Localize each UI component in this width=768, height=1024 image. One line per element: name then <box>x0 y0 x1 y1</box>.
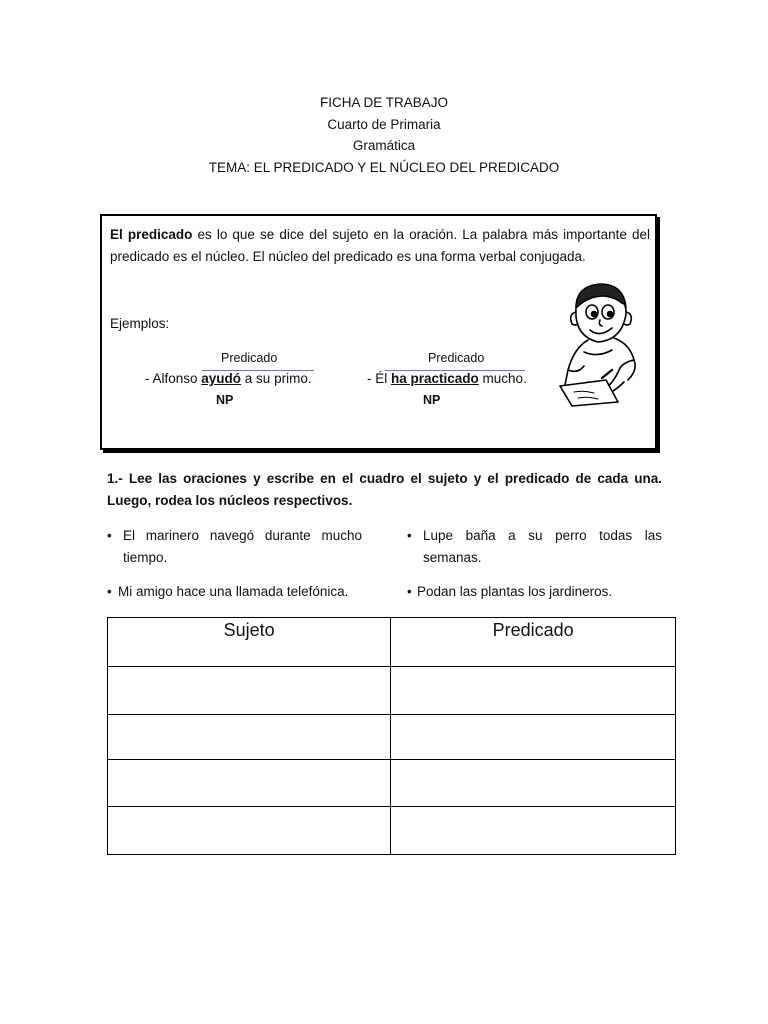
exercise-instruction: 1.- Lee las oraciones y escribe en el cuadro el sujeto y el predicado de cada una. Luego, rodea los núcleos respectivos. <box>107 471 662 508</box>
example-1-suffix: a su primo. <box>241 371 312 386</box>
examples-heading: Ejemplos: <box>110 316 170 331</box>
topic-label: TEMA: EL PREDICADO Y EL NÚCLEO DEL PREDICADO <box>208 159 560 175</box>
subject-label: Gramática <box>352 138 416 153</box>
answer-cell-predicado-2[interactable] <box>391 715 676 760</box>
answer-cell-predicado-4[interactable] <box>391 807 676 855</box>
bullet-icon: • <box>107 584 112 599</box>
example-1-predicado-label: Predicado <box>221 351 278 365</box>
answer-cell-sujeto-4[interactable] <box>108 807 391 855</box>
example-2-predicado-label: Predicado <box>428 351 485 365</box>
bullet-icon: • <box>407 584 412 599</box>
example-2-sentence <box>367 371 527 386</box>
worksheet-header <box>0 92 768 178</box>
example-1-prefix: - Alfonso <box>145 371 202 386</box>
sentence-3-text: Mi amigo hace una llamada telefónica. <box>118 584 349 599</box>
answer-cell-predicado-1[interactable] <box>391 667 676 715</box>
column-header-predicado: Predicado <box>391 618 676 667</box>
example-1-sentence <box>145 371 312 386</box>
sentence-2-text: Lupe baña a su perro todas las semanas. <box>423 528 662 565</box>
example-2-np: NP <box>423 393 441 407</box>
example-2-nucleus: ha practicado <box>391 371 479 386</box>
answer-cell-sujeto-2[interactable] <box>108 715 391 760</box>
grade-label: Cuarto de Primaria <box>327 116 441 132</box>
definition-text <box>110 224 650 268</box>
definition-body: es lo que se dice del sujeto en la oración. La palabra más importante del predicado es el núcleo. El núcleo del predicado es una forma verbal conjugada. <box>110 227 650 264</box>
example-1-np: NP <box>216 393 234 407</box>
boy-writing-icon <box>554 278 654 408</box>
bullet-icon: • <box>107 528 112 543</box>
worksheet-title: FICHA DE TRABAJO <box>319 95 449 110</box>
sentence-4 <box>407 581 667 603</box>
definition-term: El predicado <box>110 227 193 242</box>
answer-table <box>107 617 676 855</box>
sentence-1-text: El marinero navegó durante mucho tiempo. <box>123 528 362 565</box>
sentence-2 <box>407 525 662 568</box>
definition-box <box>100 214 657 450</box>
answer-cell-sujeto-3[interactable] <box>108 760 391 807</box>
column-header-sujeto: Sujeto <box>108 618 391 667</box>
bullet-icon: • <box>407 528 412 543</box>
example-2-suffix: mucho. <box>478 371 527 386</box>
answer-cell-sujeto-1[interactable] <box>108 667 391 715</box>
sentence-3 <box>107 581 387 603</box>
example-1-nucleus: ayudó <box>201 371 242 386</box>
sentence-1 <box>107 525 362 568</box>
example-2-prefix: - Él <box>367 371 392 386</box>
sentence-4-text: Podan las plantas los jardineros. <box>417 584 613 599</box>
answer-cell-predicado-3[interactable] <box>391 760 676 807</box>
